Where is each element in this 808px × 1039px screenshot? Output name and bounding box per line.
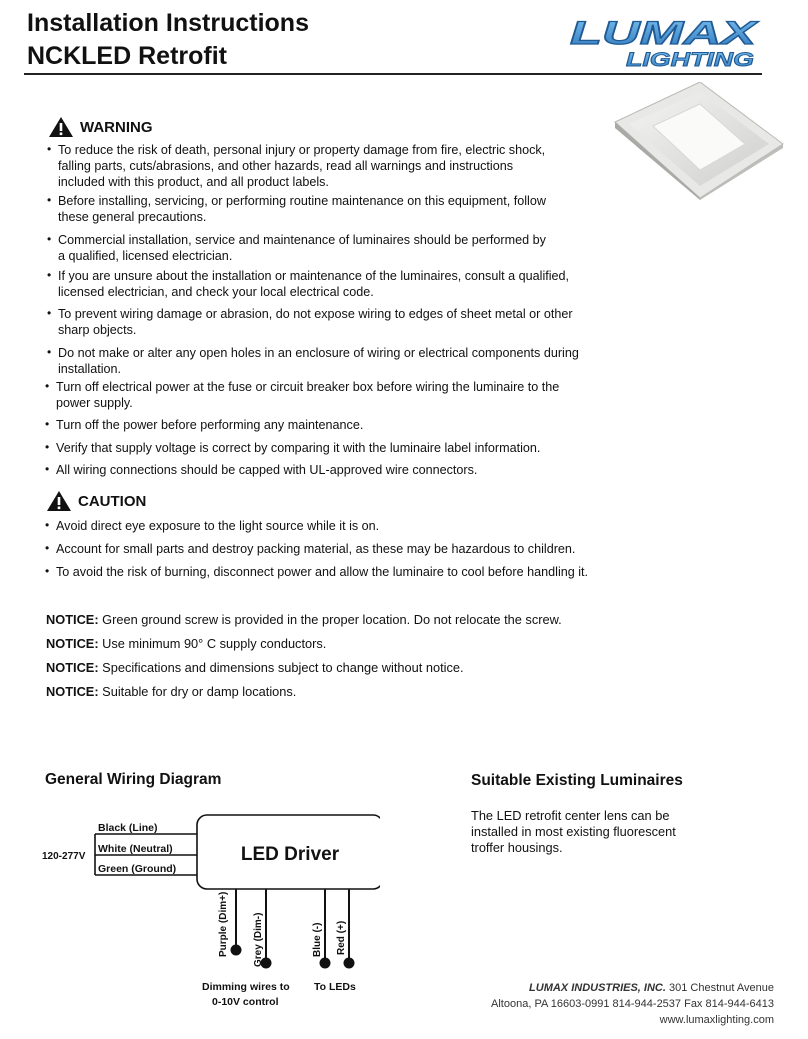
logo-lumax-text: LUMAX xyxy=(570,15,759,51)
company-footer xyxy=(394,980,774,1028)
caution-heading xyxy=(46,490,146,512)
output-purple-label: Purple (Dim+) xyxy=(218,891,229,957)
output-blue-label: Blue (-) xyxy=(312,922,323,957)
wiring-diagram-title: General Wiring Diagram xyxy=(45,771,222,788)
luminaires-title: Suitable Existing Luminaires xyxy=(471,772,683,789)
doc-subtitle: NCKLED Retrofit xyxy=(27,42,227,70)
warning-item-5: • To prevent wiring damage or abrasion, do not expose wiring to edges of sheet metal or other sharp objects. xyxy=(47,306,573,337)
caution-item-2: • Account for small parts and destroy packing material, as these may be hazardous to children. xyxy=(45,541,576,556)
leds-caption: To LEDs xyxy=(314,981,356,993)
warning-item-2: • Before installing, servicing, or performing routine maintenance on this equipment, follow these general precautions. xyxy=(47,193,546,224)
lumax-logo xyxy=(566,14,762,72)
header-rule xyxy=(24,73,762,75)
dimming-caption-1: Dimming xyxy=(202,981,247,993)
warning-heading xyxy=(48,116,153,138)
output-red-label: Red (+) xyxy=(336,920,347,955)
warning-item-6: • Do not make or alter any open holes in an enclosure of wiring or electrical components during installation. xyxy=(47,345,579,376)
caution-heading-text: CAUTION xyxy=(78,492,147,510)
notice-4: NOTICE: Suitable for dry or damp locations. xyxy=(46,684,297,699)
footer-line-3[interactable]: www.lumaxlighting.com xyxy=(659,1014,774,1026)
input-black-label: Black (Line) xyxy=(98,822,158,834)
output-grey-label: Grey (Dim-) xyxy=(253,912,264,967)
input-white-label: White (Neutral) xyxy=(98,843,173,855)
footer-line-2: Altoona, PA 16603-0991 814-944-2537 Fax 814-944-6413 xyxy=(491,998,774,1010)
warning-item-3: • Commercial installation, service and maintenance of luminaires should be performed by a qualified, licensed electrician. xyxy=(47,232,546,263)
warning-item-4: • If you are unsure about the installation or maintenance of the luminaires, consult a qualified, licensed electrician, and check your local electrical code. xyxy=(47,268,570,299)
troffer-fixture-image xyxy=(605,82,785,200)
caution-item-1: • Avoid direct eye exposure to the light source while it is on. xyxy=(45,518,380,533)
warning-item-10: • All wiring connections should be capped with UL-approved wire connectors. xyxy=(45,462,478,477)
input-green-label: Green (Ground) xyxy=(98,863,177,875)
notice-1: NOTICE: Green ground screw is provided in the proper location. Do not relocate the screw. xyxy=(46,612,562,627)
dimming-caption-3: 0-10V control xyxy=(212,996,279,1008)
luminaires-body: The LED retrofit center lens can be installed in most existing fluorescent troffer housings. xyxy=(471,808,676,855)
voltage-label: 120-277V xyxy=(42,851,86,862)
footer-line-1: LUMAX INDUSTRIES, INC. 301 Chestnut Avenue xyxy=(529,982,774,994)
caution-item-3: • To avoid the risk of burning, disconnect power and allow the luminaire to cool before handling it. xyxy=(45,564,589,579)
doc-title: Installation Instructions xyxy=(27,9,309,37)
warning-heading-text: WARNING xyxy=(80,118,153,136)
warning-item-8: • Turn off the power before performing any maintenance. xyxy=(45,417,364,432)
warning-item-1: • To reduce the risk of death, personal injury or property damage from fire, electric shock, falling parts, cuts/abrasions, and other hazards, read all warnings and instructions included with this product, and all product labels. xyxy=(47,142,546,189)
dimming-caption-2: wires to xyxy=(250,981,290,993)
warning-triangle-icon xyxy=(48,116,74,138)
warning-item-9: • Verify that supply voltage is correct by comparing it with the luminaire label information. xyxy=(45,440,541,455)
logo-lighting-text: LIGHTING xyxy=(626,50,755,71)
notice-2: NOTICE: Use minimum 90° C supply conductors. xyxy=(46,636,327,651)
led-driver-label: LED Driver xyxy=(240,844,340,865)
caution-triangle-icon xyxy=(46,490,72,512)
warning-item-7: • Turn off electrical power at the fuse or circuit breaker box before wiring the luminaire to the power supply. xyxy=(45,379,560,410)
notice-3: NOTICE: Specifications and dimensions subject to change without notice. xyxy=(46,660,464,675)
wiring-diagram xyxy=(40,805,380,1010)
